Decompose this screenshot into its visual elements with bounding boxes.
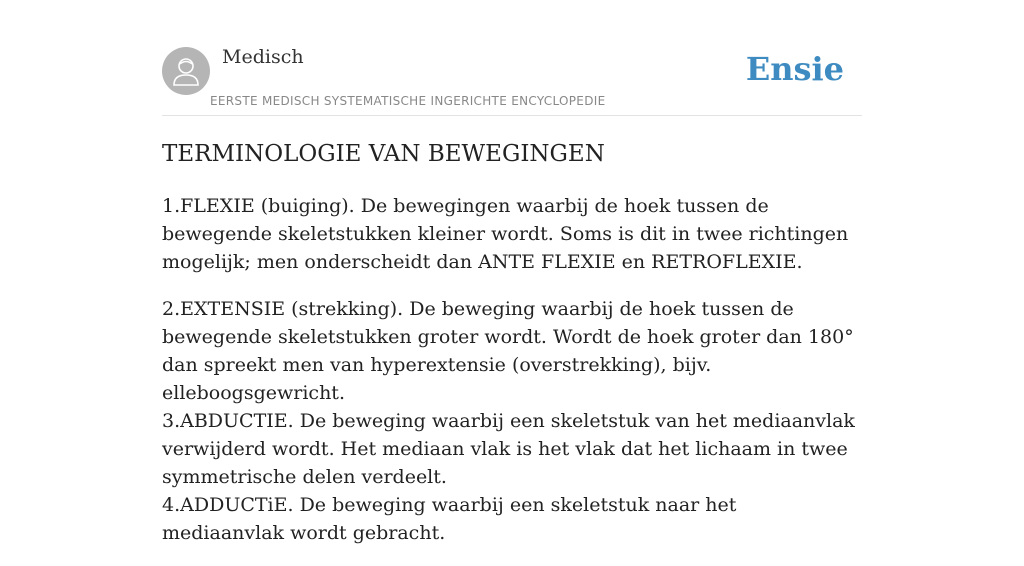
paragraph <box>162 192 862 276</box>
article <box>162 138 862 566</box>
author-name[interactable]: Medisch <box>222 46 304 68</box>
paragraph-line: 2.EXTENSIE (strekking). De beweging waarbij de hoek tussen de bewegende skeletstukken groter wordt. Wordt de hoek groter dan 180° dan spreekt men van hyperextensie (overstrekking), bijv. elleboogsgewricht. <box>162 298 854 404</box>
paragraph <box>162 295 862 547</box>
site-logo[interactable]: Ensie <box>745 50 844 88</box>
paragraph-line: 4.ADDUCTiE. De beweging waarbij een skeletstuk naar het mediaanvlak wordt gebracht. <box>162 494 737 544</box>
site-header <box>162 0 862 116</box>
author-subtitle: EERSTE MEDISCH SYSTEMATISCHE INGERICHTE ENCYCLOPEDIE <box>210 94 606 108</box>
avatar[interactable] <box>162 47 210 95</box>
user-icon <box>162 47 210 95</box>
paragraph-line: 3.ABDUCTIE. De beweging waarbij een skeletstuk van het mediaanvlak verwijderd wordt. Het mediaan vlak is het vlak dat het lichaam in twee symmetrische delen verdeelt. <box>162 410 855 488</box>
article-title: TERMINOLOGIE VAN BEWEGINGEN <box>162 141 605 167</box>
paragraph-line: 1.FLEXIE (buiging). De bewegingen waarbij de hoek tussen de bewegende skeletstukken kleiner wordt. Soms is dit in twee richtingen mogelijk; men onderscheidt dan ANTE FLEXIE en RETROFLEXIE. <box>162 195 849 273</box>
